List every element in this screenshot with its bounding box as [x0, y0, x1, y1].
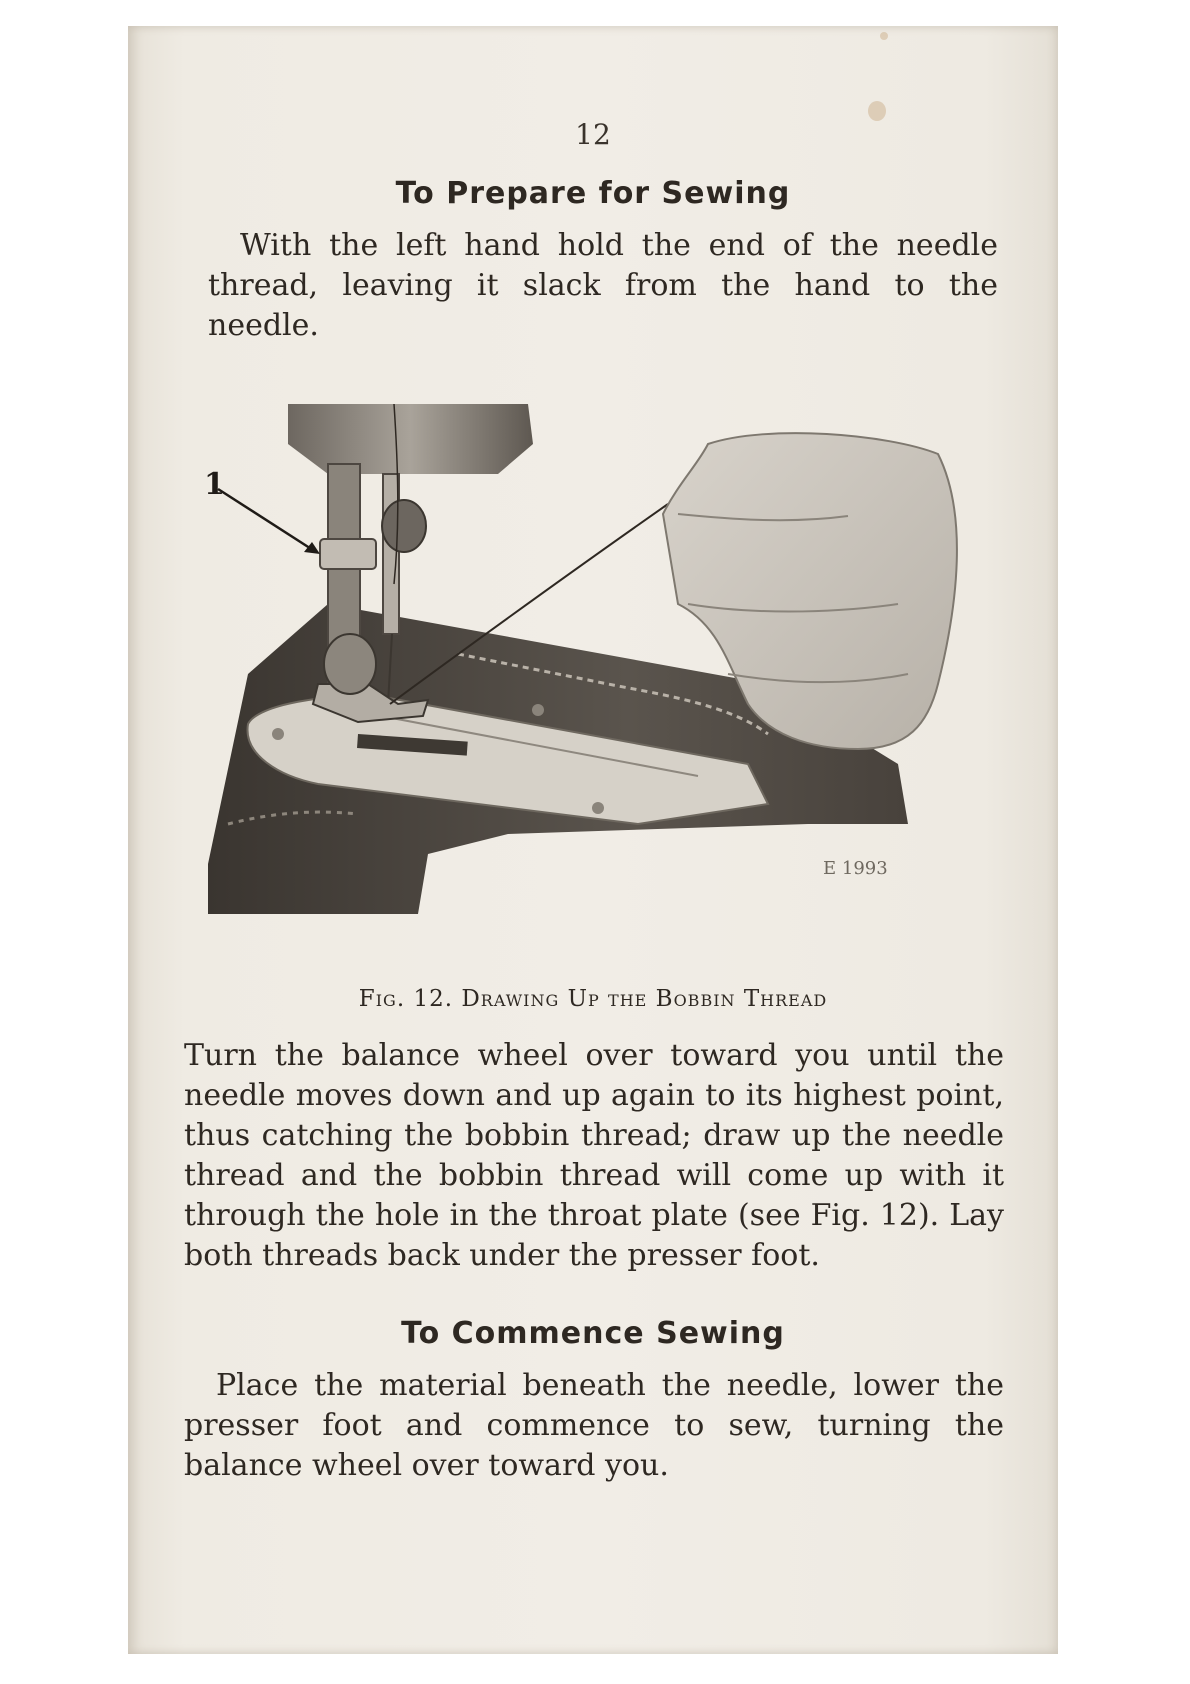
callout-number: 1 — [204, 467, 225, 502]
callout-arrowhead — [304, 542, 320, 554]
presser-bar-guide — [320, 539, 376, 569]
plate-screw — [272, 728, 284, 740]
figure-drawing-up-bobbin-thread — [204, 404, 1028, 984]
needle-clamp — [382, 500, 426, 552]
page-number: 12 — [575, 118, 611, 151]
sewing-machine-illustration — [204, 404, 1028, 984]
callout-arrow — [218, 489, 316, 552]
paragraph-prepare-sewing: With the left hand hold the end of the needle thread, leaving it slack from the hand to the needle. — [208, 228, 998, 343]
book-page — [128, 26, 1058, 1654]
plate-screw — [532, 704, 544, 716]
paragraph-commence-sewing: Place the material beneath the needle, lower the presser foot and commence to sew, turning the balance wheel over toward you. — [184, 1368, 1004, 1483]
paragraph-balance-wheel: Turn the balance wheel over toward you until the needle moves down and up again to its highest point, thus catching the bobbin thread; draw up the needle thread and the bobbin thread will come up with it through the hole in the throat plate (see Fig. 12). Lay both threads back under the presser foot. — [184, 1038, 1004, 1273]
heading-commence-sewing: To Commence Sewing — [401, 1316, 785, 1351]
heading-prepare-sewing: To Prepare for Sewing — [395, 176, 791, 211]
figure-caption: Fig. 12. Drawing Up the Bobbin Thread — [358, 986, 828, 1012]
thumb-screw — [324, 634, 376, 694]
machine-head — [288, 404, 533, 474]
age-spot — [880, 32, 888, 40]
plate-screw — [592, 802, 604, 814]
plate-code: E 1993 — [823, 858, 888, 879]
